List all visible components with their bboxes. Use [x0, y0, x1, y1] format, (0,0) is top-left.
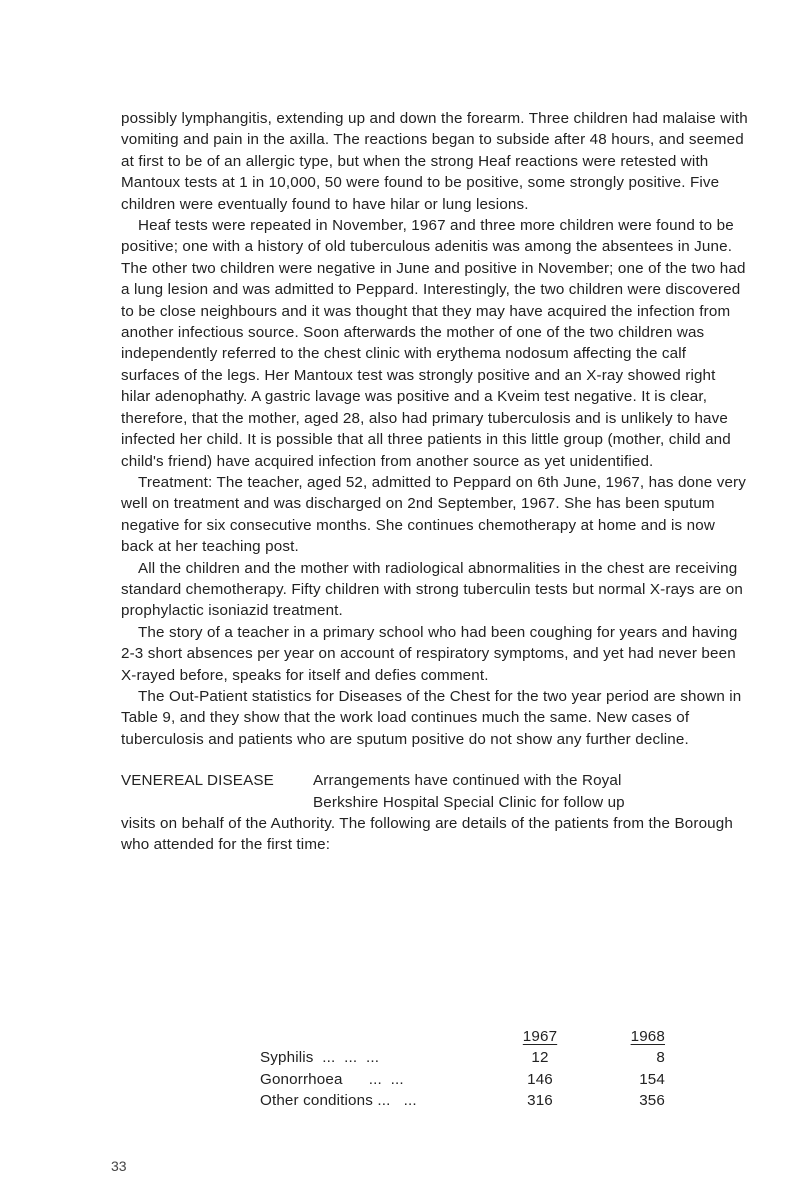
cell-1967: 316	[527, 1092, 553, 1110]
paragraph: possibly lymphangitis, extending up and down the forearm. Three children had malaise with vomiting and pain in the axilla. The reactions began to subside after 48 hours, and seemed at first to be of an allergic type, but when the strong Heaf reactions were retested with Mantoux tests at 1 in 10,000, 50 were found to be positive, some strongly positive. Five children were eventually found to have hilar or lung lesions.	[121, 110, 748, 213]
section-second-line: Berkshire Hospital Special Clinic for follow up	[313, 793, 625, 811]
row-label: Gonorrhoea ... ...	[260, 1070, 404, 1088]
column-header-1968: 1968	[630, 1028, 665, 1045]
paragraph: Heaf tests were repeated in November, 1967 and three more children were found to be positive; one with a history of old tuberculous adenitis was among the absentees in June. The other two children were negative in June and positive in November; one of the two had a lung lesion and was admitted to Peppard. Interestingly, the two children were discovered to be close neighbours and it was thought that they may have acquired the infection from another infectious source. Soon afterwards the mother of one of the two children was independently referred to the chest clinic with erythema nodosum affecting the calf surfaces of the legs. Her Mantoux test was strongly positive and an X-ray showed right hilar adenophathy. A gastric lavage was positive and a Kveim test negative. It is clear, therefore, that the mother, aged 28, also had primary tuberculosis and is unlikely to have infected her child. It is possible that all three patients in this little group (mother, child and child's friend) have acquired infection from another source as yet unidentified.	[121, 217, 746, 470]
cell-1968: 154	[639, 1070, 665, 1088]
paragraph: The story of a teacher in a primary school who had been coughing for years and having 2-3 short absences per year on account of respiratory symptoms, and yet had never been X-rayed before, speaks for itself and defies comment.	[121, 623, 738, 684]
page-number: 33	[111, 1158, 127, 1174]
table-header-row	[260, 1026, 680, 1047]
section-first-line: Arrangements have continued with the Royal	[313, 772, 622, 790]
paragraph: Treatment: The teacher, aged 52, admitted to Peppard on 6th June, 1967, has done very well on treatment and was discharged on 2nd September, 1967. She has been sputum negative for six consecutive months. She continues chemotherapy at home and is now back at her teaching post.	[121, 473, 746, 556]
table-row	[260, 1090, 680, 1111]
paragraph: The Out-Patient statistics for Diseases of the Chest for the two year period are shown in Table 9, and they show that the work load continues much the same. New cases of tuberculosis and patients who are sputum positive do not show any further decline.	[121, 687, 742, 748]
table-row	[260, 1069, 680, 1090]
statistics-table	[260, 1026, 680, 1112]
cell-1968: 356	[639, 1092, 665, 1110]
cell-1967: 146	[527, 1070, 553, 1088]
section-head	[121, 770, 749, 791]
row-label: Other conditions ... ...	[260, 1092, 417, 1110]
row-label: Syphilis ... ... ...	[260, 1049, 380, 1067]
body-text	[121, 108, 749, 856]
column-header-1967: 1967	[522, 1028, 558, 1045]
cell-1968: 8	[656, 1049, 665, 1067]
section-continuation: visits on behalf of the Authority. The following are details of the patients from the Borough who attended for the first time:	[121, 815, 733, 854]
venereal-disease-section	[121, 770, 749, 856]
section-heading: VENEREAL DISEASE	[121, 772, 274, 790]
paragraph: All the children and the mother with radiological abnormalities in the chest are receiving standard chemotherapy. Fifty children with strong tuberculin tests but normal X-rays are on prophylactic isoniazid treatment.	[121, 559, 743, 620]
table-row	[260, 1047, 680, 1068]
cell-1967: 12	[531, 1049, 549, 1067]
